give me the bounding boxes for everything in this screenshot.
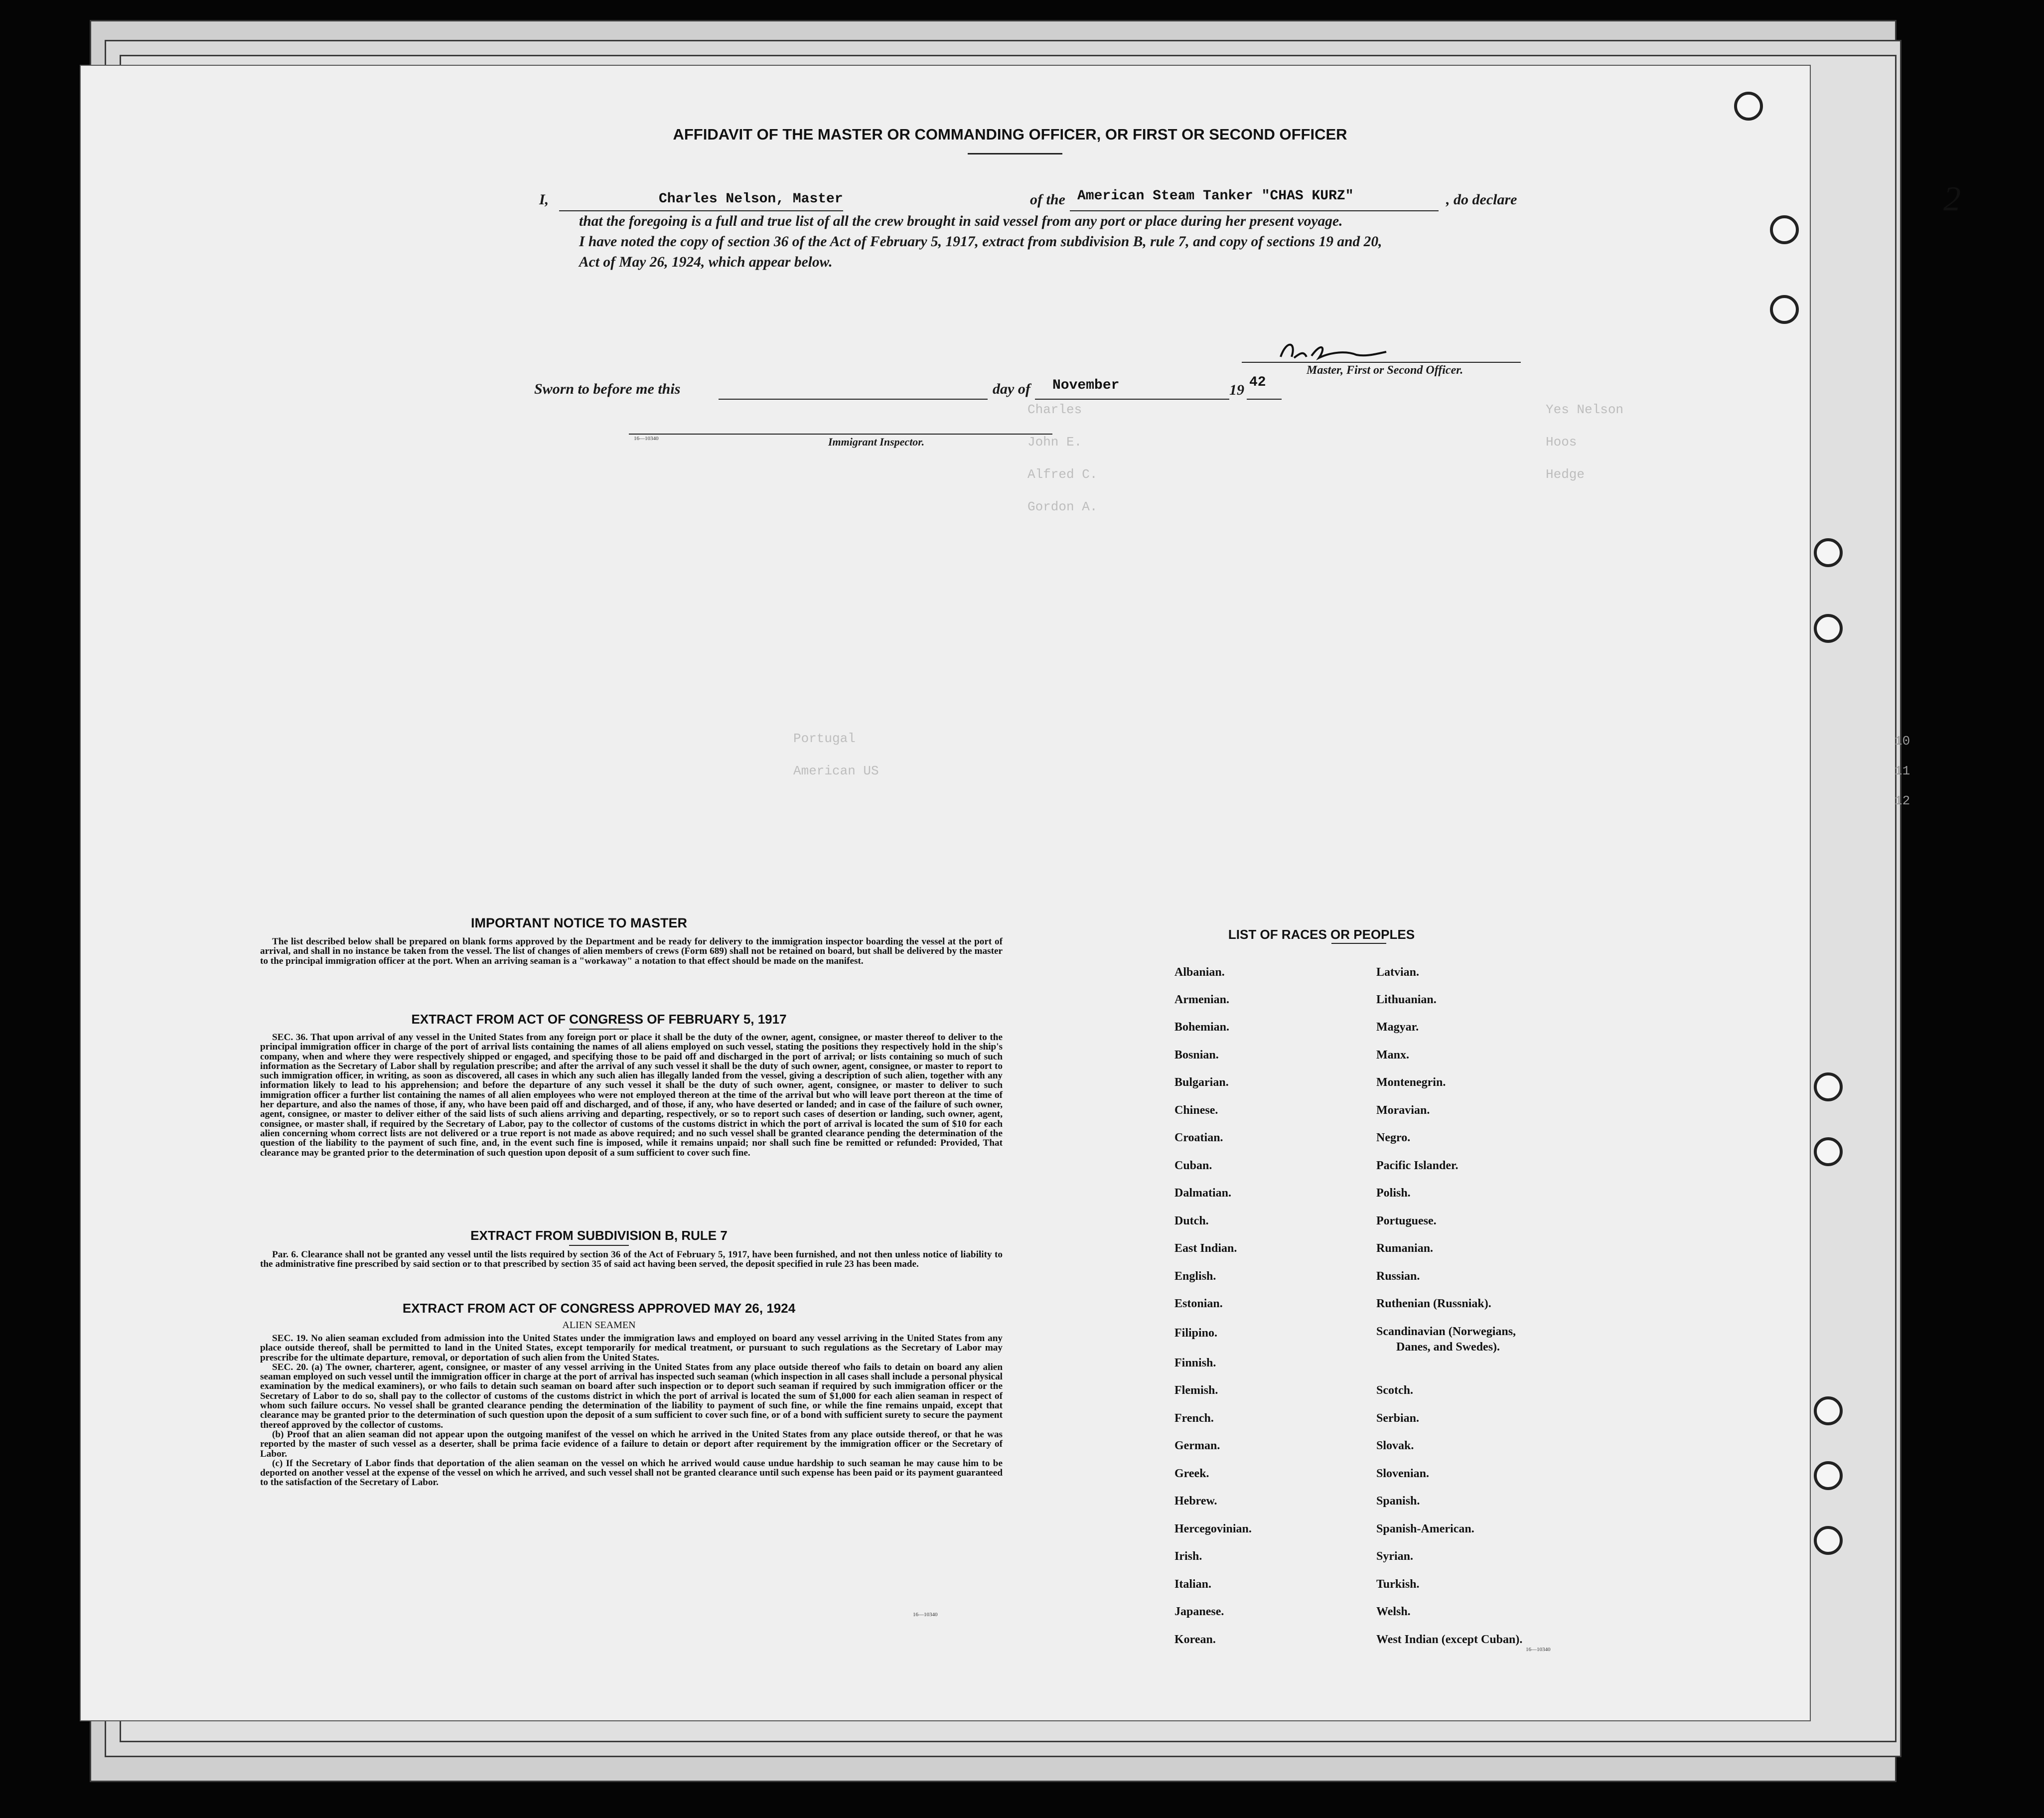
bleed-through: Yes Nelson	[1546, 402, 1624, 417]
master-name: Charles Nelson, Master	[659, 191, 843, 207]
races-form-number: 16—10340	[1526, 1647, 1551, 1653]
race-left: Dalmatian.	[1174, 1187, 1231, 1200]
race-left: Hercegovinian.	[1174, 1522, 1252, 1535]
margin-note: 2	[1943, 180, 1961, 218]
bleed-through: Portugal	[793, 731, 856, 746]
bleed-through-row-number: 11	[1895, 763, 1910, 778]
bleed-through: Alfred C.	[1027, 467, 1098, 482]
race-right: Moravian.	[1376, 1104, 1430, 1117]
binder-hole	[1814, 1396, 1843, 1425]
extract-rule7-title: EXTRACT FROM SUBDIVISION B, RULE 7	[470, 1228, 728, 1243]
race-left: Hebrew.	[1174, 1495, 1217, 1508]
race-left: German.	[1174, 1439, 1220, 1452]
race-right: Scotch.	[1376, 1384, 1413, 1397]
binder-hole	[1814, 538, 1843, 567]
race-left: Albanian.	[1174, 966, 1225, 979]
affidavit-line-2: that the foregoing is a full and true list of all the crew brought in said vessel from any port or place during her present voyage.	[579, 213, 1343, 229]
race-left: Greek.	[1174, 1467, 1209, 1480]
race-left: Armenian.	[1174, 993, 1229, 1006]
notice-title: IMPORTANT NOTICE TO MASTER	[471, 915, 687, 930]
notice-body	[260, 937, 1003, 966]
sec-20c-paragraph: (c) If the Secretary of Labor finds that deportation of the alien seaman on the vessel on which he arrived would cause undue hardship to such seaman he may cause him to be deported on another vessel at the expense of the vessel on which he arrived, and such vessel shall not be granted clearance until such expense has been paid or its payment guaranteed to the satisfaction of the Secretary of Labor.	[260, 1458, 1003, 1488]
race-right: Scandinavian (Norwegians,	[1376, 1325, 1516, 1338]
extract-1917-paragraph: SEC. 36. That upon arrival of any vessel in the United States from any foreign port or place it shall be the duty of the owner, agent, consignee, or master thereof to deliver to the principal immigration officer in charge of the port of arrival lists containing the names of all aliens employed on such vessel, stating the positions they respectively hold in the ship's company, when and where they were respectively shipped or engaged, and specifying those to be paid off and discharged in the port of arrival; or lists containing so much of such information as the Secretary of Labor shall by regulation prescribe; and after the arrival of any such vessel it shall be the duty of such owner, agent, consignee, or master to report to such immigration officer, in writing, as soon as discovered, all cases in which any such alien has illegally landed from the vessel, giving a description of such alien, together with any information likely to lead to his apprehension; and before the departure of any such vessel it shall be the duty of such owner, agent, consignee, or master to deliver to such immigration officer a further list containing the names of all alien employees who were not employed thereon at the time of the arrival but who will leave port thereon at the time of her departure, and also the names of those, if any, who have been paid off and discharged, and of those, if any, who have deserted or landed; and in case of the failure of such owner, agent, consignee, or master to deliver either of the said lists of such aliens arriving and departing, respectively, or so to report such cases of desertion or landing, such owner, agent, consignee, or master shall, if required by the Secretary of Labor, pay to the collector of customs of the customs district in which the port of arrival is located the sum of $10 for each alien concerning whom correct lists are not delivered or a true report is not made as above required; and no such vessel shall be granted clearance pending the determination of the question of the liability to the payment of such fine, and, in the event such fine is imposed, while it remains unpaid; nor shall such fine be remitted or refunded: Provided, That clearance may be granted prior to the determination of such question upon deposit of a sum sufficient to cover such fine.	[260, 1032, 1003, 1158]
affidavit-line-3: I have noted the copy of section 36 of the Act of February 5, 1917, extract from subdivision B, rule 7, and copy of sections 19 and 20,	[579, 234, 1382, 250]
extract-1924-title: EXTRACT FROM ACT OF CONGRESS APPROVED MAY 26, 1924	[402, 1301, 796, 1316]
binder-hole	[1814, 1461, 1843, 1490]
race-left: Croatian.	[1174, 1131, 1223, 1144]
year-suffix: 42	[1249, 375, 1266, 390]
bleed-through: Hedge	[1546, 467, 1585, 482]
extract-rule7-rule	[569, 1245, 629, 1246]
title-rule	[968, 153, 1062, 154]
sec-19-paragraph: SEC. 19. No alien seaman excluded from admission into the United States under the immigration laws and employed on board any vessel arriving in the United States from any place outside thereof, shall be permitted to land in the United States, except temporarily for medical treatment, or pursuant to such regulations as the Secretary of Labor may prescribe for the ultimate departure, removal, or deportation of such alien from the United States.	[260, 1333, 1003, 1363]
race-right: Serbian.	[1376, 1412, 1420, 1425]
sec-20a-paragraph: SEC. 20. (a) The owner, charterer, agent, consignee, or master of any vessel arriving in the United States from any place outside thereof who fails to detain on board any alien seaman employed on such vessel until the immigration officer in charge at the port of arrival has inspected such seaman (which inspection in all cases shall include a personal physical examination by the medical examiners), or who fails to detain such seaman on board after such inspection or to deport such seaman if required by such immigration officer or the Secretary of Labor to do so, shall pay to the collector of customs of the customs district in which the port of arrival is located the sum of $1,000 for each alien seaman in respect of whom such failure occurs. No vessel shall be granted clearance pending the determination of the liability to payment of such fine, or while the fine remains unpaid, except that clearance may be granted prior to the determination of such question upon the deposit of a sum sufficient to cover such fine, or of a bond with sufficient surety to secure the payment thereof approved by the collector of customs.	[260, 1362, 1003, 1430]
race-right: Montenegrin.	[1376, 1076, 1446, 1089]
race-left: Filipino.	[1174, 1327, 1218, 1340]
name-underline	[559, 210, 843, 211]
sworn-month: November	[1052, 378, 1120, 393]
race-left: Korean.	[1174, 1633, 1216, 1646]
bleed-through: Charles	[1027, 402, 1082, 417]
race-right: Rumanian.	[1376, 1242, 1434, 1255]
year-underline	[1247, 399, 1282, 400]
extract-form-number: 16—10340	[913, 1612, 938, 1618]
bleed-through: Hoos	[1546, 435, 1577, 450]
race-right-continuation: Danes, and Swedes).	[1396, 1341, 1500, 1354]
binder-hole	[1814, 1526, 1843, 1555]
binder-hole	[1814, 1072, 1843, 1101]
notice-paragraph: The list described below shall be prepared on blank forms approved by the Department and be ready for delivery to the immigration inspector boarding the vessel at the port of arrival, and shall in no instance be taken from the vessel. The list of changes of alien members of crews (Form 689) shall not be retained on board, but shall be delivered by the master to the principal immigration officer at the port. When an arriving seaman is a "workaway" a notation to that effect should be made on the manifest.	[260, 936, 1003, 966]
affidavit-do-declare: , do declare	[1446, 191, 1517, 208]
race-left: French.	[1174, 1412, 1214, 1425]
race-left: Chinese.	[1174, 1104, 1218, 1117]
vessel-name: American Steam Tanker "CHAS KURZ"	[1077, 188, 1354, 204]
month-underline	[1035, 399, 1229, 400]
race-left: Dutch.	[1174, 1214, 1209, 1227]
inspector-underline	[629, 434, 1052, 435]
races-title: LIST OF RACES OR PEOPLES	[1228, 927, 1415, 942]
affidavit-line-4: Act of May 26, 1924, which appear below.	[579, 254, 833, 270]
extract-rule7-paragraph: Par. 6. Clearance shall not be granted any vessel until the lists required by section 36 of the Act of February 5, 1917, have been furnished, and not then unless notice of liability to the administrative fine prescribed by said section or to that prescribed by section 35 of said act having been served, the deposit specified in rule 23 has been made.	[260, 1249, 1003, 1270]
race-left: Irish.	[1174, 1550, 1202, 1563]
signature-underline	[1242, 362, 1521, 363]
binder-hole	[1770, 215, 1799, 244]
sec-20b-paragraph: (b) Proof that an alien seaman did not appear upon the outgoing manifest of the vessel on which he arrived in the United States from any place outside thereof, or that he was reported by the master of such vessel as a deserter, shall be prima facie evidence of a failure to detain or deport after requirement by the immigration officer or the Secretary of Labor.	[260, 1429, 1003, 1459]
race-right: West Indian (except Cuban).	[1376, 1633, 1523, 1646]
race-left: Estonian.	[1174, 1297, 1223, 1310]
affidavit-form-number: 16—10340	[634, 436, 659, 442]
sworn-label: Sworn to before me this	[534, 381, 681, 397]
extract-rule7-body	[260, 1250, 1003, 1269]
race-right: Slovak.	[1376, 1439, 1414, 1452]
bleed-through-row-number: 10	[1895, 734, 1910, 749]
race-right: Slovenian.	[1376, 1467, 1430, 1480]
race-right: Latvian.	[1376, 966, 1420, 979]
race-right: Lithuanian.	[1376, 993, 1437, 1006]
signer-caption: Master, First or Second Officer.	[1307, 364, 1463, 377]
race-right: Magyar.	[1376, 1021, 1419, 1034]
race-right: Russian.	[1376, 1270, 1420, 1283]
race-left: English.	[1174, 1270, 1216, 1283]
race-left: Cuban.	[1174, 1159, 1212, 1172]
race-left: Flemish.	[1174, 1384, 1218, 1397]
race-right: Manx.	[1376, 1049, 1409, 1061]
binder-hole	[1814, 1137, 1843, 1166]
bleed-through: John E.	[1027, 435, 1082, 450]
binder-hole	[1770, 295, 1799, 324]
document-sheet	[80, 65, 1910, 1721]
race-right: Negro.	[1376, 1131, 1411, 1144]
race-right: Welsh.	[1376, 1605, 1411, 1618]
extract-1924-body	[260, 1334, 1003, 1488]
day-of-label: day of	[993, 381, 1030, 397]
race-left: Italian.	[1174, 1578, 1212, 1591]
affidavit-title: AFFIDAVIT OF THE MASTER OR COMMANDING OFFICER, OR FIRST OR SECOND OFFICER	[673, 126, 1347, 143]
binder-hole	[1814, 614, 1843, 643]
affidavit-i-label: I,	[539, 191, 549, 208]
race-left: Bosnian.	[1174, 1049, 1219, 1061]
race-left: Finnish.	[1174, 1357, 1216, 1369]
race-right: Polish.	[1376, 1187, 1411, 1200]
bleed-through: Gordon A.	[1027, 499, 1098, 514]
inspector-caption: Immigrant Inspector.	[828, 436, 925, 448]
race-left: Japanese.	[1174, 1605, 1224, 1618]
affidavit-of-the: of the	[1030, 191, 1065, 208]
sworn-day-underline	[719, 399, 988, 400]
extract-1917-rule	[569, 1029, 629, 1030]
race-right: Spanish-American.	[1376, 1522, 1474, 1535]
extract-1917-title: EXTRACT FROM ACT OF CONGRESS OF FEBRUARY 5, 1917	[411, 1012, 787, 1027]
race-right: Syrian.	[1376, 1550, 1414, 1563]
races-rule	[1331, 943, 1386, 944]
bleed-through-row-number: 12	[1895, 793, 1910, 808]
race-left: Bohemian.	[1174, 1021, 1230, 1034]
bleed-through: American US	[793, 763, 879, 778]
extract-1917-body	[260, 1033, 1003, 1158]
race-left: East Indian.	[1174, 1242, 1237, 1255]
race-left: Bulgarian.	[1174, 1076, 1229, 1089]
race-right: Ruthenian (Russniak).	[1376, 1297, 1491, 1310]
binder-hole	[1734, 92, 1763, 121]
race-right: Pacific Islander.	[1376, 1159, 1459, 1172]
extract-1924-subtitle: ALIEN SEAMEN	[562, 1320, 636, 1331]
race-right: Turkish.	[1376, 1578, 1420, 1591]
race-right: Spanish.	[1376, 1495, 1420, 1508]
vessel-underline	[1070, 210, 1439, 211]
year-prefix: 19	[1229, 382, 1244, 398]
race-right: Portuguese.	[1376, 1214, 1437, 1227]
